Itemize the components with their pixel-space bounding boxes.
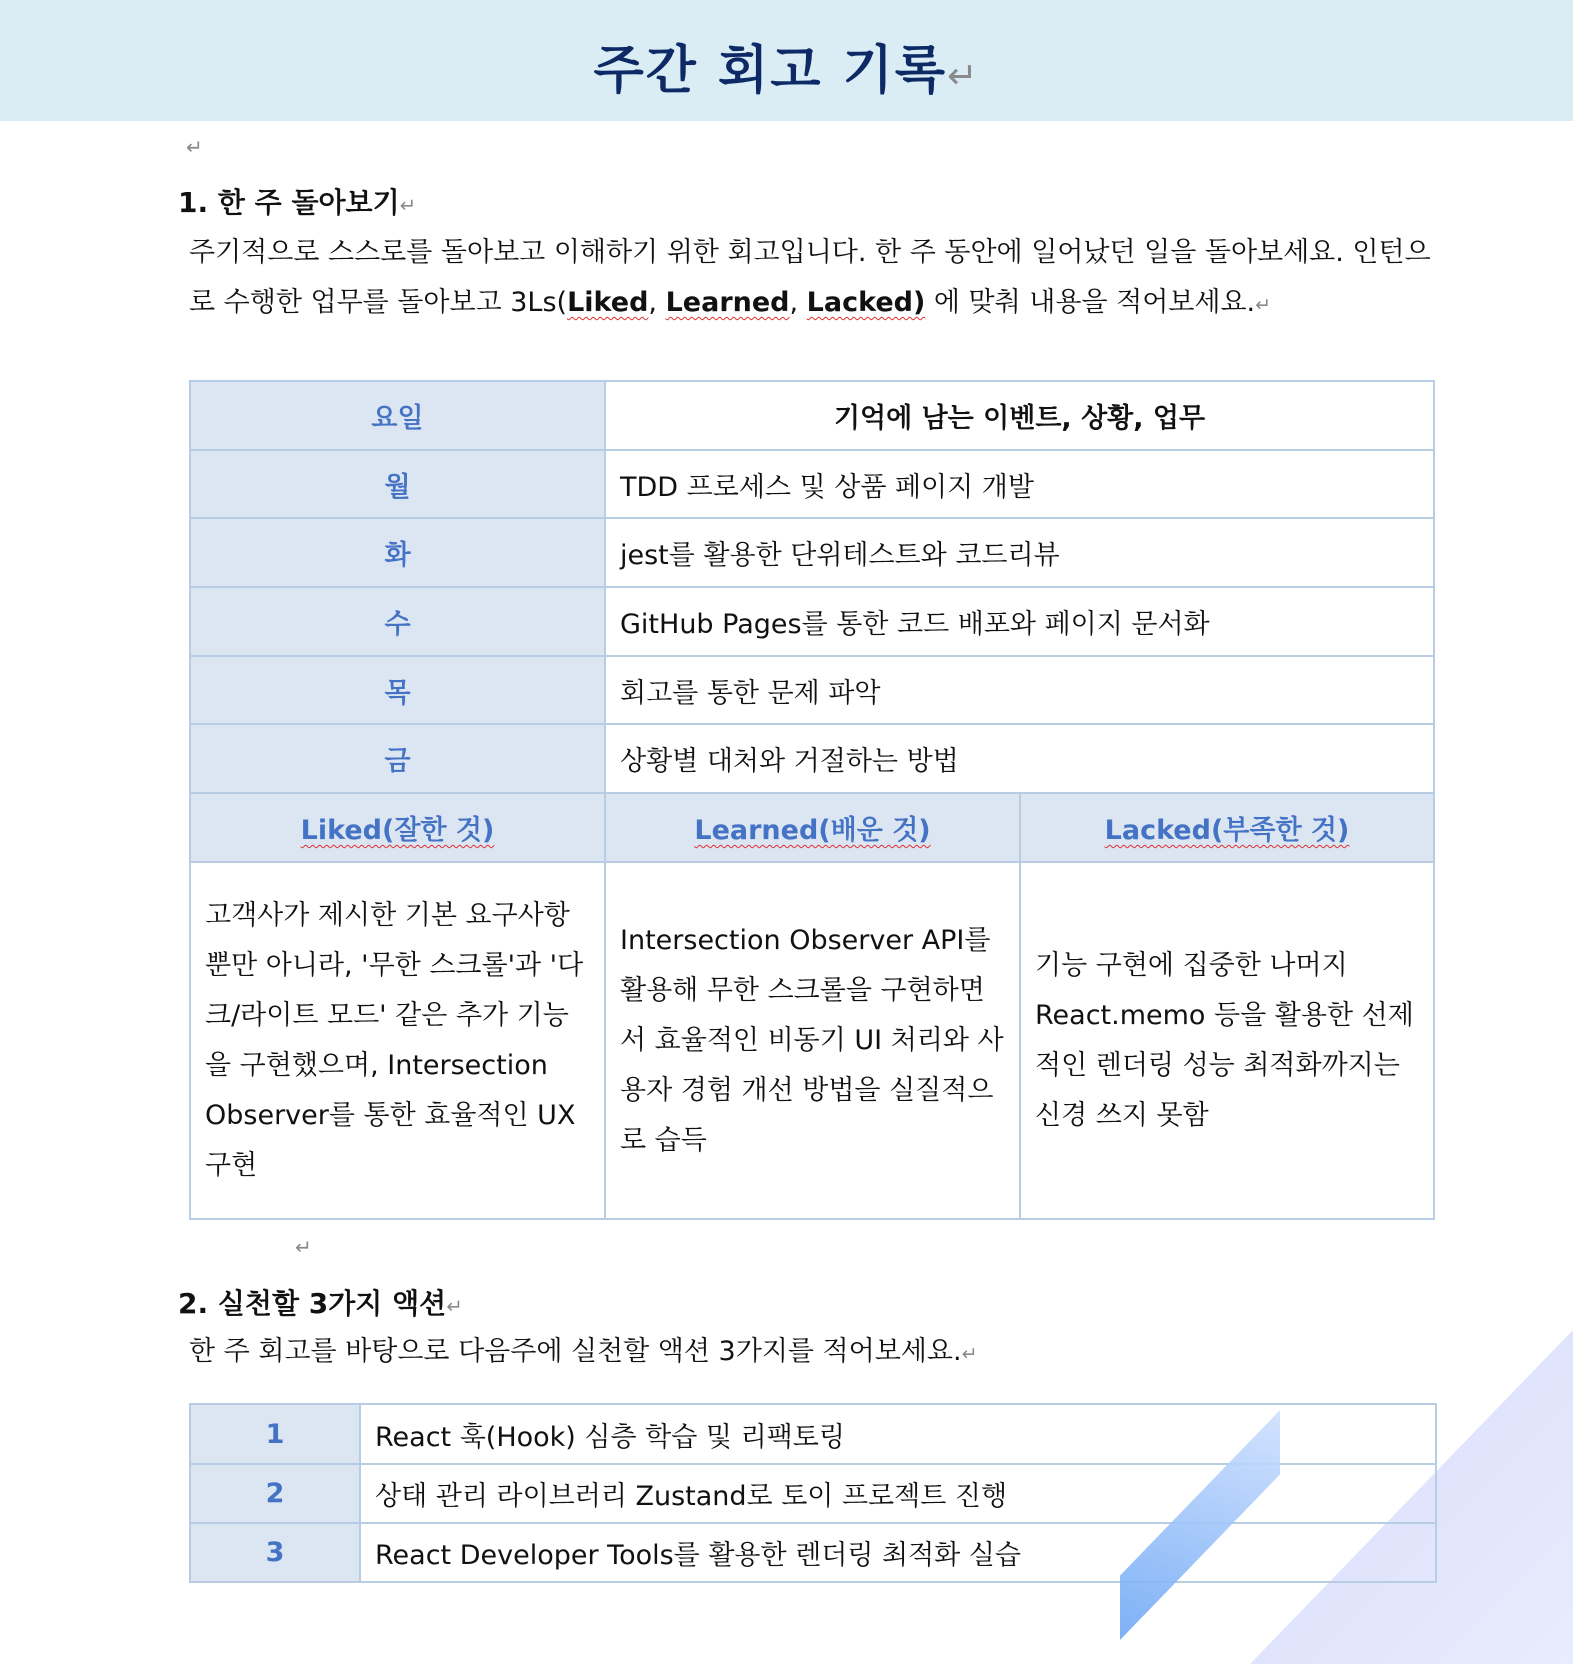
table-row: 3 React Developer Tools를 활용한 렌더링 최적화 실습 xyxy=(190,1523,1436,1582)
table-row: 금 상황별 대처와 거절하는 방법 xyxy=(190,724,1434,793)
lacked-header: Lacked(부족한 것) xyxy=(1020,793,1434,862)
paragraph-mark: ↵ xyxy=(295,1235,312,1259)
lacked-content: 기능 구현에 집중한 나머지 React.memo 등을 활용한 선제적인 렌더링 성능 최적화까지는 신경 쓰지 못함 xyxy=(1020,862,1434,1219)
table-row: 월 TDD 프로세스 및 상품 페이지 개발 xyxy=(190,450,1434,518)
header-day: 요일 xyxy=(190,381,605,450)
table-row: 2 상태 관리 라이브러리 Zustand로 토이 프로젝트 진행 xyxy=(190,1464,1436,1523)
section2-paragraph: 한 주 회고를 바탕으로 다음주에 실천할 액션 3가지를 적어보세요.↵ xyxy=(189,1336,978,1367)
liked-content: 고객사가 제시한 기본 요구사항뿐만 아니라, '무한 스크롤'과 '다크/라이트 모드' 같은 추가 기능을 구현했으며, Intersection Observer를 통한 효율적인 UX 구현 xyxy=(190,862,605,1219)
table-row: 1 React 훅(Hook) 심층 학습 및 리팩토링 xyxy=(190,1404,1436,1464)
table-row: 수 GitHub Pages를 통한 코드 배포와 페이지 문서화 xyxy=(190,587,1434,656)
weekly-events-table xyxy=(189,380,1435,1220)
section1-heading: 1. 한 주 돌아보기↵ xyxy=(178,186,417,219)
section1-paragraph: 주기적으로 스스로를 돌아보고 이해하기 위한 회고입니다. 한 주 동안에 일어났던 일을 돌아보세요. 인턴으로 수행한 업무를 돌아보고 3Ls(Liked, Learned, Lacked) 에 맞춰 내용을 적어보세요.↵ xyxy=(189,237,1431,318)
paragraph-mark: ↵ xyxy=(947,54,980,97)
learned-header: Learned(배운 것) xyxy=(605,793,1020,862)
section2-heading: 2. 실천할 3가지 액션↵ xyxy=(178,1287,463,1320)
table-row: 화 jest를 활용한 단위테스트와 코드리뷰 xyxy=(190,518,1434,587)
header-event: 기억에 남는 이벤트, 상황, 업무 xyxy=(605,381,1434,450)
page-title: 주간 회고 기록↵ xyxy=(593,41,980,101)
table-row: 목 회고를 통한 문제 파악 xyxy=(190,656,1434,724)
paragraph-mark: ↵ xyxy=(186,135,203,159)
learned-content: Intersection Observer API를 활용해 무한 스크롤을 구현하면서 효율적인 비동기 UI 처리와 사용자 경험 개선 방법을 실질적으로 습득 xyxy=(605,862,1020,1219)
liked-header: Liked(잘한 것) xyxy=(190,793,605,862)
